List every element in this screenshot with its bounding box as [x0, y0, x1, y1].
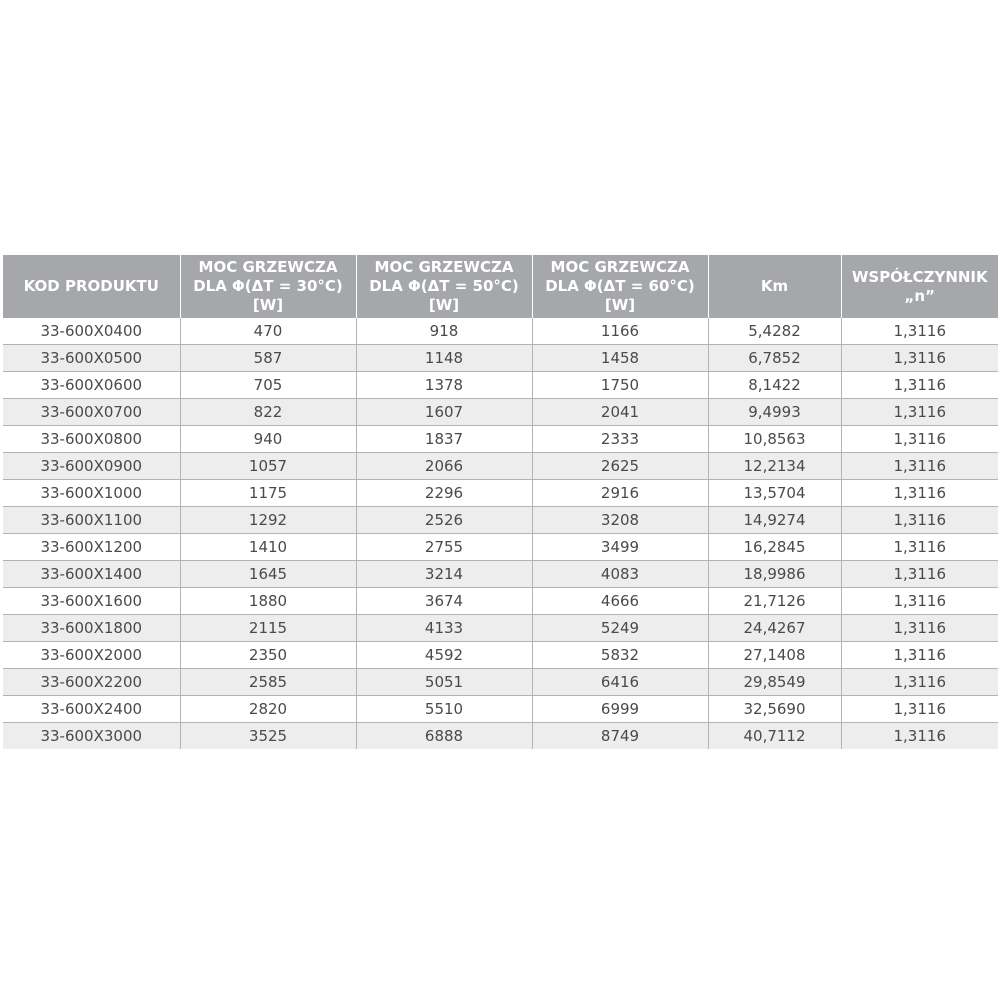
- table-header: [3, 255, 998, 318]
- cell-power-50: 4592: [356, 642, 532, 669]
- header-line: WSPÓŁCZYNNIK: [851, 267, 988, 286]
- cell-km: 29,8549: [708, 669, 841, 696]
- cell-product-code: 33-600X2200: [3, 669, 180, 696]
- cell-power-30: 1880: [180, 588, 356, 615]
- cell-power-50: 1378: [356, 372, 532, 399]
- cell-power-60: 6416: [532, 669, 708, 696]
- cell-product-code: 33-600X0400: [3, 318, 180, 345]
- cell-power-60: 1166: [532, 318, 708, 345]
- cell-power-60: 3499: [532, 534, 708, 561]
- cell-power-60: 2333: [532, 426, 708, 453]
- cell-power-60: 5832: [532, 642, 708, 669]
- header-line: MOC GRZEWCZA: [198, 258, 338, 276]
- table-row: [3, 588, 998, 615]
- table-row: [3, 426, 998, 453]
- cell-power-30: 470: [180, 318, 356, 345]
- cell-product-code: 33-600X0900: [3, 453, 180, 480]
- table-row: [3, 399, 998, 426]
- table-row: [3, 561, 998, 588]
- product-table: [3, 255, 998, 749]
- cell-power-50: 918: [356, 318, 532, 345]
- cell-coefficient-n: 1,3116: [841, 399, 998, 426]
- cell-km: 9,4993: [708, 399, 841, 426]
- cell-coefficient-n: 1,3116: [841, 507, 998, 534]
- cell-power-50: 1607: [356, 399, 532, 426]
- table-row: [3, 480, 998, 507]
- table-body: [3, 318, 998, 749]
- cell-coefficient-n: 1,3116: [841, 345, 998, 372]
- cell-coefficient-n: 1,3116: [841, 588, 998, 615]
- header-km: [708, 255, 841, 318]
- cell-product-code: 33-600X1100: [3, 507, 180, 534]
- cell-power-30: 3525: [180, 723, 356, 750]
- cell-power-50: 2755: [356, 534, 532, 561]
- table-row: [3, 642, 998, 669]
- cell-km: 14,9274: [708, 507, 841, 534]
- cell-power-60: 2916: [532, 480, 708, 507]
- cell-power-30: 822: [180, 399, 356, 426]
- header-line: DLA Φ(ΔT = 30°C): [193, 277, 343, 295]
- header-line: „n”: [904, 286, 935, 305]
- cell-power-60: 8749: [532, 723, 708, 750]
- cell-power-60: 3208: [532, 507, 708, 534]
- cell-coefficient-n: 1,3116: [841, 615, 998, 642]
- cell-power-30: 2115: [180, 615, 356, 642]
- table-row: [3, 318, 998, 345]
- cell-power-60: 6999: [532, 696, 708, 723]
- cell-power-30: 1645: [180, 561, 356, 588]
- cell-power-50: 1837: [356, 426, 532, 453]
- header-line: [W]: [252, 296, 284, 314]
- header-power-60: [532, 255, 708, 318]
- cell-coefficient-n: 1,3116: [841, 372, 998, 399]
- cell-km: 13,5704: [708, 480, 841, 507]
- cell-power-30: 940: [180, 426, 356, 453]
- cell-product-code: 33-600X1800: [3, 615, 180, 642]
- cell-product-code: 33-600X1600: [3, 588, 180, 615]
- cell-power-30: 2820: [180, 696, 356, 723]
- header-row: [3, 255, 998, 318]
- cell-coefficient-n: 1,3116: [841, 642, 998, 669]
- header-power-50: [356, 255, 532, 318]
- header-line: [W]: [428, 296, 460, 314]
- cell-power-30: 1292: [180, 507, 356, 534]
- table-row: [3, 345, 998, 372]
- cell-power-60: 1458: [532, 345, 708, 372]
- header-line: DLA Φ(ΔT = 60°C): [545, 277, 695, 295]
- cell-coefficient-n: 1,3116: [841, 426, 998, 453]
- cell-km: 21,7126: [708, 588, 841, 615]
- header-line: DLA Φ(ΔT = 50°C): [369, 277, 519, 295]
- cell-km: 27,1408: [708, 642, 841, 669]
- cell-power-50: 1148: [356, 345, 532, 372]
- cell-product-code: 33-600X1400: [3, 561, 180, 588]
- cell-power-60: 4666: [532, 588, 708, 615]
- cell-km: 5,4282: [708, 318, 841, 345]
- cell-km: 8,1422: [708, 372, 841, 399]
- cell-coefficient-n: 1,3116: [841, 318, 998, 345]
- cell-product-code: 33-600X0600: [3, 372, 180, 399]
- table-row: [3, 372, 998, 399]
- table-row: [3, 696, 998, 723]
- cell-power-50: 3674: [356, 588, 532, 615]
- table-row: [3, 453, 998, 480]
- cell-power-50: 2066: [356, 453, 532, 480]
- cell-power-30: 1410: [180, 534, 356, 561]
- cell-product-code: 33-600X3000: [3, 723, 180, 750]
- cell-power-60: 5249: [532, 615, 708, 642]
- cell-power-50: 5510: [356, 696, 532, 723]
- header-coefficient-n: [841, 255, 998, 318]
- cell-power-50: 2526: [356, 507, 532, 534]
- cell-power-50: 5051: [356, 669, 532, 696]
- table-row: [3, 507, 998, 534]
- header-line: KOD PRODUKTU: [23, 277, 159, 295]
- header-line: [W]: [604, 296, 636, 314]
- cell-coefficient-n: 1,3116: [841, 561, 998, 588]
- cell-product-code: 33-600X1000: [3, 480, 180, 507]
- cell-km: 10,8563: [708, 426, 841, 453]
- cell-power-60: 4083: [532, 561, 708, 588]
- cell-coefficient-n: 1,3116: [841, 696, 998, 723]
- cell-product-code: 33-600X1200: [3, 534, 180, 561]
- cell-power-30: 587: [180, 345, 356, 372]
- cell-product-code: 33-600X0700: [3, 399, 180, 426]
- cell-km: 24,4267: [708, 615, 841, 642]
- cell-power-30: 1057: [180, 453, 356, 480]
- cell-power-60: 2625: [532, 453, 708, 480]
- cell-coefficient-n: 1,3116: [841, 534, 998, 561]
- cell-power-30: 2585: [180, 669, 356, 696]
- table-row: [3, 669, 998, 696]
- cell-km: 18,9986: [708, 561, 841, 588]
- cell-power-30: 1175: [180, 480, 356, 507]
- cell-coefficient-n: 1,3116: [841, 480, 998, 507]
- cell-power-60: 2041: [532, 399, 708, 426]
- cell-power-50: 6888: [356, 723, 532, 750]
- cell-product-code: 33-600X2000: [3, 642, 180, 669]
- cell-power-50: 4133: [356, 615, 532, 642]
- cell-coefficient-n: 1,3116: [841, 669, 998, 696]
- header-product-code: [3, 255, 180, 318]
- cell-km: 40,7112: [708, 723, 841, 750]
- table-row: [3, 615, 998, 642]
- cell-km: 6,7852: [708, 345, 841, 372]
- cell-power-30: 2350: [180, 642, 356, 669]
- cell-product-code: 33-600X0500: [3, 345, 180, 372]
- cell-coefficient-n: 1,3116: [841, 723, 998, 750]
- cell-km: 12,2134: [708, 453, 841, 480]
- cell-power-30: 705: [180, 372, 356, 399]
- cell-km: 32,5690: [708, 696, 841, 723]
- header-line: MOC GRZEWCZA: [550, 258, 690, 276]
- cell-km: 16,2845: [708, 534, 841, 561]
- table-row: [3, 534, 998, 561]
- header-power-30: [180, 255, 356, 318]
- cell-power-60: 1750: [532, 372, 708, 399]
- header-line: Km: [760, 277, 789, 295]
- product-table-container: [3, 255, 998, 749]
- table-row: [3, 723, 998, 750]
- cell-power-50: 3214: [356, 561, 532, 588]
- cell-coefficient-n: 1,3116: [841, 453, 998, 480]
- cell-power-50: 2296: [356, 480, 532, 507]
- header-line: MOC GRZEWCZA: [374, 258, 514, 276]
- cell-product-code: 33-600X0800: [3, 426, 180, 453]
- cell-product-code: 33-600X2400: [3, 696, 180, 723]
